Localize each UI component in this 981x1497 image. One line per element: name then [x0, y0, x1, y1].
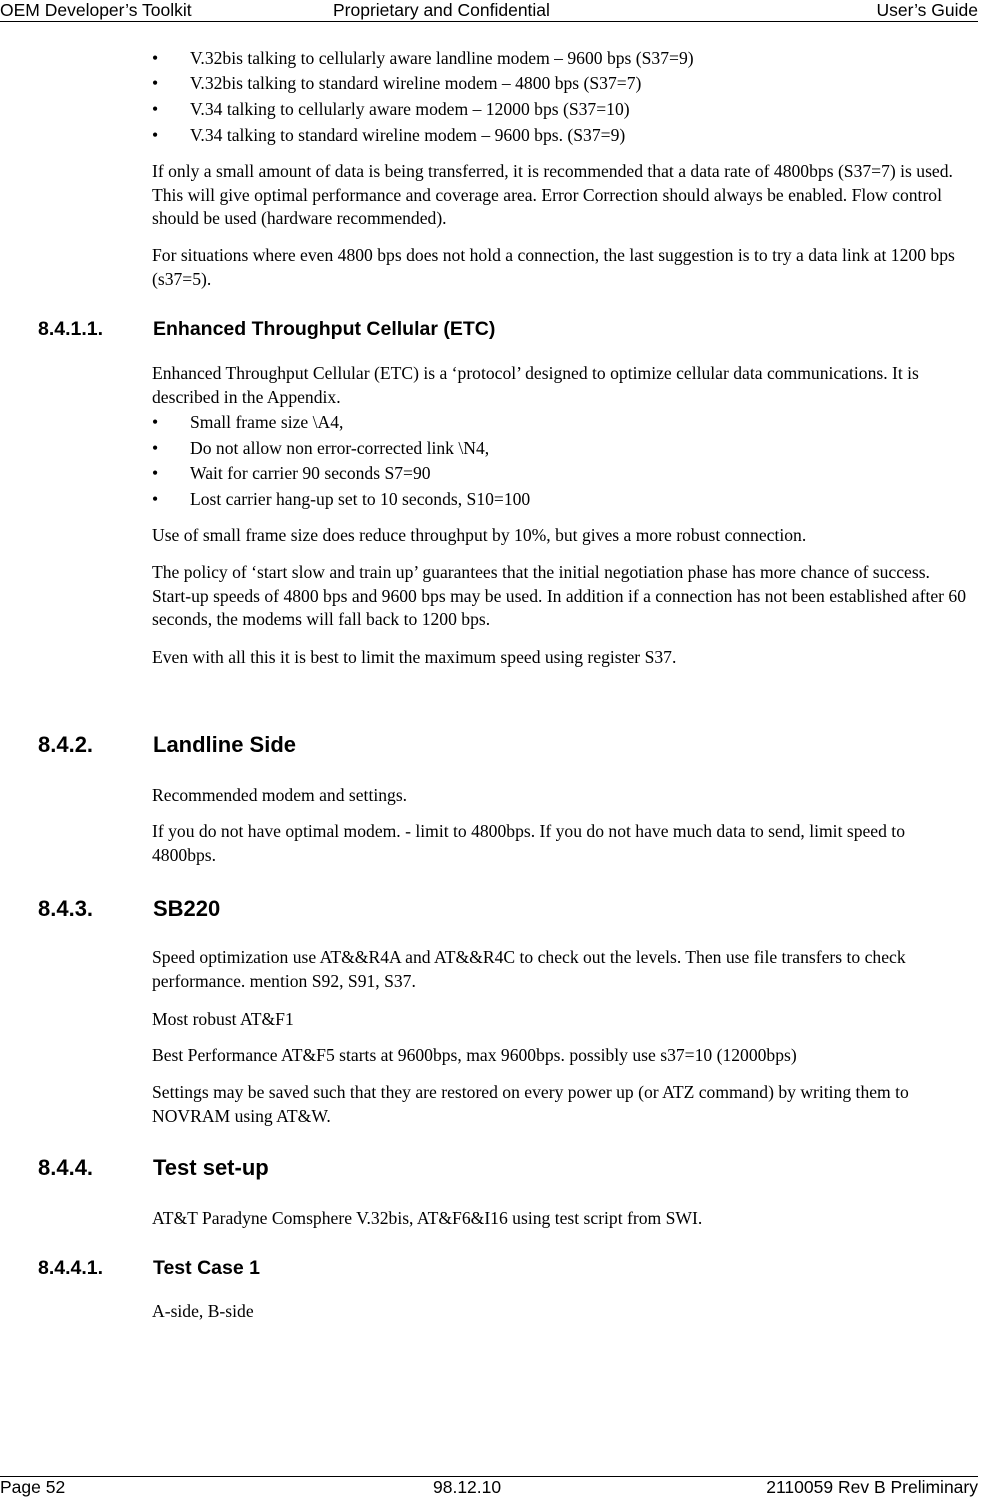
paragraph: [152, 784, 972, 808]
section-number: 8.4.1.1.: [38, 318, 104, 340]
paragraph-text: Even with all this it is best to limit the maximum speed using register S37.: [152, 647, 677, 667]
page-number: Page 52: [0, 1477, 66, 1497]
section-heading: [38, 1256, 938, 1280]
list-item-text: V.32bis talking to standard wireline modem – 4800 bps (S37=7): [190, 73, 642, 93]
paragraph: [152, 1008, 972, 1032]
list-item-text: Lost carrier hang-up set to 10 seconds, S10=100: [190, 489, 531, 509]
page-footer: [0, 1476, 978, 1497]
section-number: 8.4.3.: [38, 896, 94, 921]
paragraph: [152, 1207, 972, 1231]
paragraph-text: AT&T Paradyne Comsphere V.32bis, AT&F6&I16 using test script from SWI.: [152, 1208, 703, 1228]
paragraph-text: If only a small amount of data is being transferred, it is recommended that a data rate of 4800bps (S37=7) is used. This will give optimal performance and coverage area. Error Correction should always be enabled. Flow control should be used (hardware recommended).: [152, 161, 953, 228]
list-item: [152, 436, 972, 460]
paragraph-text: Best Performance AT&F5 starts at 9600bps, max 9600bps. possibly use s37=10 (12000bps): [152, 1045, 797, 1065]
list-item: [152, 71, 972, 95]
paragraph-text: Most robust AT&F1: [152, 1009, 294, 1029]
section-heading: [38, 317, 938, 341]
paragraph-text: Recommended modem and settings.: [152, 785, 408, 805]
header-center: Proprietary and Confidential: [333, 0, 550, 20]
list-item-text: Do not allow non error-corrected link \N4,: [190, 438, 490, 458]
paragraph: [152, 244, 972, 291]
list-item: [152, 461, 972, 485]
section-title: Test Case 1: [153, 1257, 260, 1279]
list-item-text: V.34 talking to cellularly aware modem – 12000 bps (S37=10): [190, 99, 630, 119]
section-number: 8.4.4.: [38, 1155, 94, 1180]
paragraph: [152, 1300, 972, 1324]
paragraph: [152, 524, 972, 548]
footer-date: 98.12.10: [433, 1477, 502, 1497]
section-title: Test set-up: [153, 1155, 269, 1180]
paragraph-text: Speed optimization use AT&&R4A and AT&&R4C to check out the levels. Then use file transfers to check performance. mention S92, S91, S37.: [152, 947, 906, 991]
header-left: OEM Developer’s Toolkit: [0, 0, 192, 20]
paragraph: [152, 362, 972, 409]
paragraph-text: Enhanced Throughput Cellular (ETC) is a ‘protocol’ designed to optimize cellular data communications. It is described in the Appendix.: [152, 363, 919, 407]
bullet-icon: •: [152, 463, 159, 483]
paragraph-text: A-side, B-side: [152, 1301, 254, 1321]
paragraph: [152, 160, 972, 231]
list-item-text: Wait for carrier 90 seconds S7=90: [190, 463, 431, 483]
section-title: SB220: [153, 896, 221, 921]
section-heading: [38, 1154, 938, 1182]
section-heading: [38, 731, 938, 759]
paragraph-text: If you do not have optimal modem. - limit to 4800bps. If you do not have much data to send, limit speed to 4800bps.: [152, 821, 905, 865]
header-right: User’s Guide: [876, 0, 978, 20]
section-number: 8.4.4.1.: [38, 1257, 104, 1279]
paragraph-text: Use of small frame size does reduce throughput by 10%, but gives a more robust connection.: [152, 525, 807, 545]
section-title: Landline Side: [153, 732, 297, 757]
list-item-text: V.34 talking to standard wireline modem – 9600 bps. (S37=9): [190, 125, 626, 145]
paragraph: [152, 646, 972, 670]
section-heading: [38, 895, 938, 923]
list-item: [152, 410, 972, 434]
bullet-icon: •: [152, 48, 159, 68]
paragraph-text: The policy of ‘start slow and train up’ guarantees that the initial negotiation phase has more chance of success. Start-up speeds of 4800 bps and 9600 bps may be used. In addition if a connection has not been established after 60 seconds, the modems will fall back to 1200 bps.: [152, 562, 967, 629]
paragraph-text: For situations where even 4800 bps does not hold a connection, the last suggestion is to try a data link at 1200 bps (s37=5).: [152, 245, 955, 289]
section-number: 8.4.2.: [38, 732, 94, 757]
bullet-icon: •: [152, 438, 159, 458]
list-item: [152, 123, 972, 147]
bullet-icon: •: [152, 412, 159, 432]
list-item: [152, 487, 972, 511]
bullet-icon: •: [152, 125, 159, 145]
paragraph: [152, 561, 972, 632]
page-header: [0, 0, 978, 22]
document-revision: 2110059 Rev B Preliminary: [766, 1477, 978, 1497]
list-item-text: Small frame size \A4,: [190, 412, 344, 432]
paragraph: [152, 1044, 972, 1068]
paragraph-text: Settings may be saved such that they are restored on every power up (or ATZ command) by writing them to NOVRAM using AT&W.: [152, 1082, 909, 1126]
paragraph: [152, 1081, 972, 1128]
bullet-icon: •: [152, 73, 159, 93]
list-item: [152, 46, 972, 70]
paragraph: [152, 946, 972, 993]
paragraph: [152, 820, 972, 867]
section-title: Enhanced Throughput Cellular (ETC): [153, 318, 496, 340]
list-item: [152, 97, 972, 121]
bullet-icon: •: [152, 489, 159, 509]
list-item-text: V.32bis talking to cellularly aware landline modem – 9600 bps (S37=9): [190, 48, 694, 68]
bullet-icon: •: [152, 99, 159, 119]
